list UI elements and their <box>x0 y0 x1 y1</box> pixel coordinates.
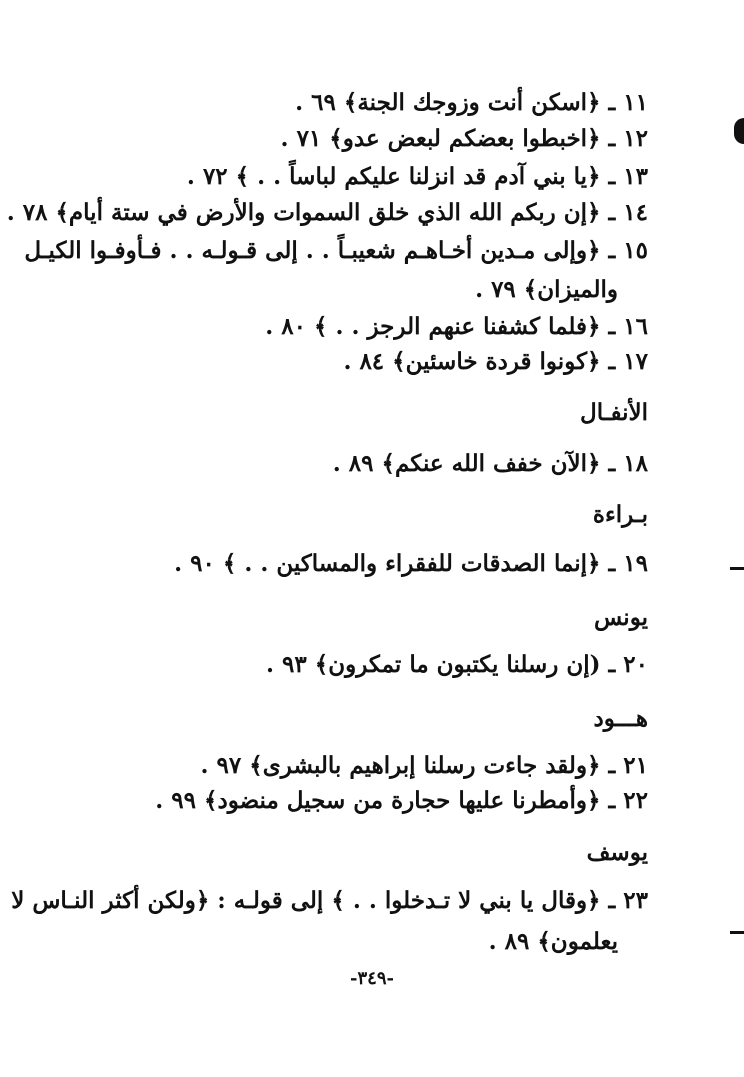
margin-mark <box>730 931 744 934</box>
entry-23: ٢٣ ـ ﴿وقال يا بني لا تـدخلوا . . ﴾ إلى قولـه : ﴿ولكن أكثر النـاس لا <box>11 887 648 914</box>
entry-15-continuation: والميزان﴾ ٧٩ . <box>475 276 618 303</box>
entry-20: ٢٠ ـ (إن رسلنا يكتبون ما تمكرون﴾ ٩٣ . <box>266 651 648 678</box>
entry-18: ١٨ ـ ﴿الآن خفف الله عنكم﴾ ٨٩ . <box>332 450 648 477</box>
margin-mark <box>734 118 744 144</box>
entry-11: ١١ ـ ﴿اسكن أنت وزوجك الجنة﴾ ٦٩ . <box>295 89 648 116</box>
entry-12: ١٢ ـ ﴿اخبطوا بعضكم لبعض عدو﴾ ٧١ . <box>280 125 648 152</box>
margin-mark <box>730 567 744 570</box>
entry-13: ١٣ ـ ﴿يا بني آدم قد انزلنا عليكم لباساً . . ﴾ ٧٢ . <box>186 163 648 190</box>
surah-heading-yusuf: يوسف <box>586 839 648 866</box>
entry-16: ١٦ ـ ﴿فلما كشفنا عنهم الرجز . . ﴾ ٨٠ . <box>265 313 648 340</box>
surah-heading-baraah: بـراءة <box>592 501 648 528</box>
entry-23-continuation: يعلمون﴾ ٨٩ . <box>488 928 618 955</box>
surah-heading-yunus: يونس <box>593 604 648 631</box>
entry-14: ١٤ ـ ﴿إن ربكم الله الذي خلق السموات والأرض في ستة أيام﴾ ٧٨ . <box>6 199 648 226</box>
entry-22: ٢٢ ـ ﴿وأمطرنا عليها حجارة من سجيل منضود﴾ ٩٩ . <box>155 787 648 814</box>
surah-heading-anfal: الأنفـال <box>579 399 648 426</box>
entry-17: ١٧ ـ ﴿كونوا قردة خاسئين﴾ ٨٤ . <box>343 348 648 375</box>
entry-21: ٢١ ـ ﴿ولقد جاءت رسلنا إبراهيم بالبشرى﴾ ٩٧ . <box>200 752 648 779</box>
entry-15: ١٥ ـ ﴿وإلى مـدين أخـاهـم شعيبـاً . . إلى قـولـه . . فـأوفـوا الكيـل <box>24 237 648 264</box>
entry-19: ١٩ ـ ﴿إنما الصدقات للفقراء والمساكين . . ﴾ ٩٠ . <box>174 550 648 577</box>
surah-heading-hud: هـــود <box>593 705 648 732</box>
page-number: -٣٤٩- <box>350 968 394 989</box>
